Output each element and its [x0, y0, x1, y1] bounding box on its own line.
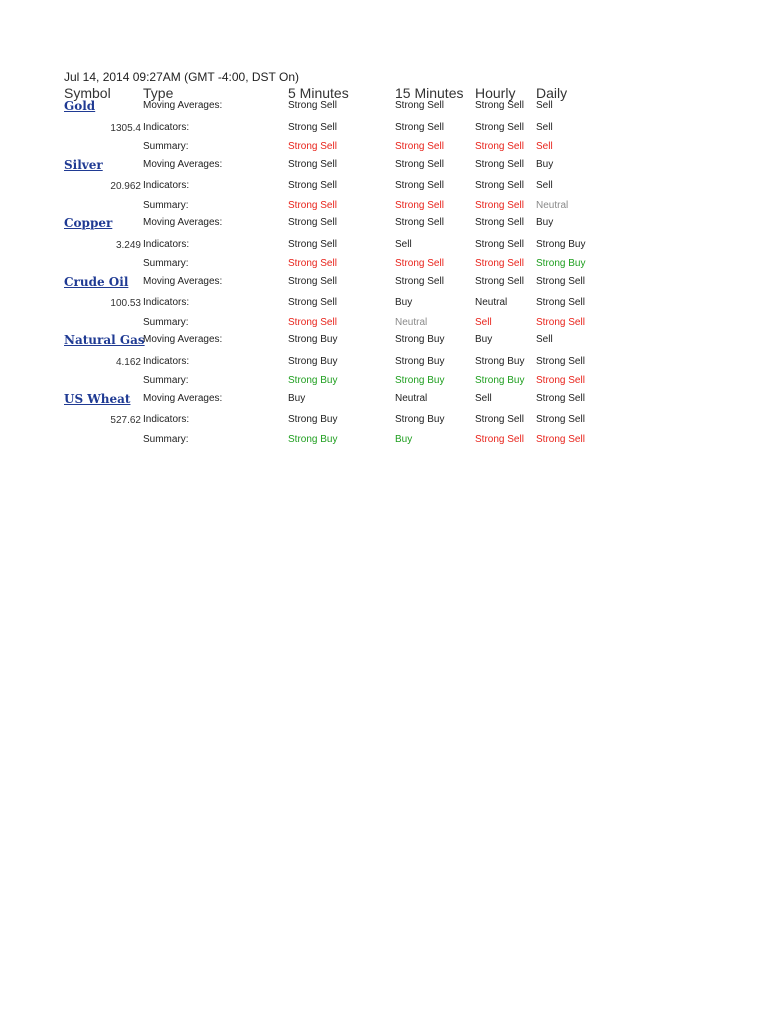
signal-15-minutes: Strong Sell: [395, 258, 444, 269]
table-row: [64, 296, 624, 316]
symbol-link[interactable]: Crude Oil: [64, 274, 129, 289]
table-row: [64, 238, 624, 258]
signal-hourly: Strong Sell: [475, 180, 524, 191]
signal-hourly: Sell: [475, 316, 492, 328]
signal-daily: Strong Sell: [536, 375, 585, 386]
signal-daily: Strong Buy: [536, 238, 586, 250]
signal-hourly: Strong Sell: [475, 258, 524, 269]
signal-15-minutes: Strong Buy: [395, 355, 445, 367]
signal-daily: Sell: [536, 141, 553, 152]
price-value: 20.962: [110, 181, 141, 192]
signal-daily: Sell: [536, 121, 553, 133]
signal-15-minutes: Strong Sell: [395, 100, 444, 111]
table-row: [64, 335, 624, 355]
header-type: Type: [143, 85, 174, 101]
row-type-label: Summary:: [143, 316, 189, 328]
table-row: [64, 355, 624, 375]
signal-daily: Strong Sell: [536, 392, 585, 404]
signal-daily: Strong Sell: [536, 297, 585, 308]
row-type-label: Moving Averages:: [143, 100, 223, 111]
signal-hourly: Strong Sell: [475, 238, 524, 250]
signal-15-minutes: Neutral: [395, 392, 428, 404]
row-type-label: Summary:: [143, 433, 189, 445]
signal-5-minutes: Buy: [288, 392, 306, 404]
table-row: [64, 316, 624, 336]
instrument-silver: [64, 157, 624, 219]
table-row: [64, 179, 624, 199]
row-type-label: Indicators:: [143, 121, 190, 133]
symbol-link[interactable]: Copper: [64, 216, 113, 230]
signal-5-minutes: Strong Sell: [288, 238, 337, 250]
signal-5-minutes: Strong Sell: [288, 180, 337, 191]
signal-15-minutes: Strong Buy: [395, 334, 445, 345]
table-row: [64, 274, 624, 297]
signal-daily: Strong Sell: [536, 316, 585, 328]
signal-5-minutes: Strong Sell: [288, 316, 337, 328]
signal-hourly: Strong Sell: [475, 141, 524, 152]
row-type-label: Moving Averages:: [143, 158, 223, 170]
signal-15-minutes: Buy: [395, 433, 413, 445]
timestamp: Jul 14, 2014 09:27AM (GMT -4:00, DST On): [64, 70, 299, 84]
row-type-label: Indicators:: [143, 238, 190, 250]
row-type-label: Moving Averages:: [143, 334, 223, 345]
signal-daily: Strong Buy: [536, 258, 586, 269]
signal-daily: Buy: [536, 217, 554, 228]
technical-summary-sheet: [64, 70, 624, 452]
signal-hourly: Buy: [475, 334, 493, 345]
signal-5-minutes: Strong Buy: [288, 355, 338, 367]
signal-hourly: Neutral: [475, 297, 508, 308]
row-type-label: Moving Averages:: [143, 392, 223, 404]
signal-hourly: Strong Sell: [475, 199, 524, 211]
signal-5-minutes: Strong Buy: [288, 375, 338, 386]
signal-hourly: Strong Buy: [475, 375, 525, 386]
instrument-list: [64, 101, 624, 452]
header-5-minutes: 5 Minutes: [288, 85, 349, 101]
symbol-link[interactable]: Silver: [64, 157, 103, 172]
header-hourly: Hourly: [475, 85, 516, 101]
signal-hourly: Strong Sell: [475, 158, 524, 170]
signal-5-minutes: Strong Sell: [288, 275, 337, 287]
signal-5-minutes: Strong Sell: [288, 158, 337, 170]
signal-hourly: Strong Sell: [475, 121, 524, 133]
price-value: 4.162: [115, 356, 141, 368]
price-value: 100.53: [110, 298, 141, 309]
price-value: 527.62: [110, 415, 141, 426]
signal-daily: Strong Sell: [536, 355, 585, 367]
signal-daily: Strong Sell: [536, 433, 585, 445]
table-row: [64, 199, 624, 219]
signal-15-minutes: Strong Sell: [395, 121, 444, 133]
signal-15-minutes: Strong Sell: [395, 199, 444, 211]
signal-hourly: Strong Sell: [475, 100, 524, 111]
table-row: [64, 433, 624, 453]
table-row: [64, 101, 624, 121]
signal-15-minutes: Buy: [395, 297, 413, 308]
signal-5-minutes: Strong Buy: [288, 334, 338, 345]
signal-daily: Neutral: [536, 199, 569, 211]
row-type-label: Summary:: [143, 141, 189, 152]
signal-15-minutes: Strong Sell: [395, 158, 444, 170]
signal-15-minutes: Strong Sell: [395, 141, 444, 152]
row-type-label: Indicators:: [143, 297, 190, 308]
table-row: [64, 140, 624, 160]
signal-5-minutes: Strong Sell: [288, 258, 337, 269]
table-row: [64, 257, 624, 277]
signal-5-minutes: Strong Sell: [288, 199, 337, 211]
table-row: [64, 374, 624, 394]
signal-15-minutes: Strong Sell: [395, 275, 444, 287]
signal-5-minutes: Strong Buy: [288, 433, 338, 445]
row-type-label: Moving Averages:: [143, 275, 223, 287]
signal-daily: Sell: [536, 334, 553, 345]
signal-5-minutes: Strong Sell: [288, 141, 337, 152]
table-header: [64, 85, 624, 101]
table-row: [64, 413, 624, 433]
symbol-link[interactable]: Gold: [64, 99, 96, 113]
signal-5-minutes: Strong Buy: [288, 414, 338, 425]
signal-5-minutes: Strong Sell: [288, 100, 337, 111]
row-type-label: Summary:: [143, 258, 189, 269]
signal-hourly: Strong Sell: [475, 275, 524, 287]
row-type-label: Summary:: [143, 199, 189, 211]
signal-15-minutes: Strong Sell: [395, 180, 444, 191]
table-row: [64, 121, 624, 141]
row-type-label: Moving Averages:: [143, 217, 223, 228]
instrument-natural-gas: [64, 335, 624, 394]
table-row: [64, 157, 624, 180]
price-value: 1305.4: [110, 122, 141, 134]
signal-daily: Strong Sell: [536, 414, 585, 425]
signal-daily: Sell: [536, 100, 553, 111]
instrument-copper: [64, 218, 624, 277]
symbol-link[interactable]: US Wheat: [64, 391, 131, 406]
instrument-crude-oil: [64, 274, 624, 336]
signal-daily: Buy: [536, 158, 554, 170]
signal-15-minutes: Strong Buy: [395, 375, 445, 386]
price-value: 3.249: [115, 239, 141, 251]
signal-hourly: Strong Buy: [475, 355, 525, 367]
signal-hourly: Strong Sell: [475, 217, 524, 228]
row-type-label: Summary:: [143, 375, 189, 386]
signal-hourly: Strong Sell: [475, 414, 524, 425]
signal-15-minutes: Strong Sell: [395, 217, 444, 228]
signal-daily: Sell: [536, 180, 553, 191]
table-row: [64, 391, 624, 414]
instrument-gold: [64, 101, 624, 160]
signal-15-minutes: Sell: [395, 238, 412, 250]
header-symbol: Symbol: [64, 85, 111, 101]
header-daily: Daily: [536, 85, 568, 101]
signal-daily: Strong Sell: [536, 275, 585, 287]
signal-15-minutes: Strong Buy: [395, 414, 445, 425]
row-type-label: Indicators:: [143, 414, 190, 425]
signal-hourly: Sell: [475, 392, 492, 404]
signal-15-minutes: Neutral: [395, 316, 428, 328]
symbol-link[interactable]: Natural Gas: [64, 333, 145, 347]
signal-5-minutes: Strong Sell: [288, 297, 337, 308]
instrument-us-wheat: [64, 391, 624, 453]
header-15-minutes: 15 Minutes: [395, 85, 464, 101]
signal-hourly: Strong Sell: [475, 433, 524, 445]
signal-5-minutes: Strong Sell: [288, 121, 337, 133]
signal-5-minutes: Strong Sell: [288, 217, 337, 228]
table-row: [64, 218, 624, 238]
row-type-label: Indicators:: [143, 180, 190, 191]
row-type-label: Indicators:: [143, 355, 190, 367]
